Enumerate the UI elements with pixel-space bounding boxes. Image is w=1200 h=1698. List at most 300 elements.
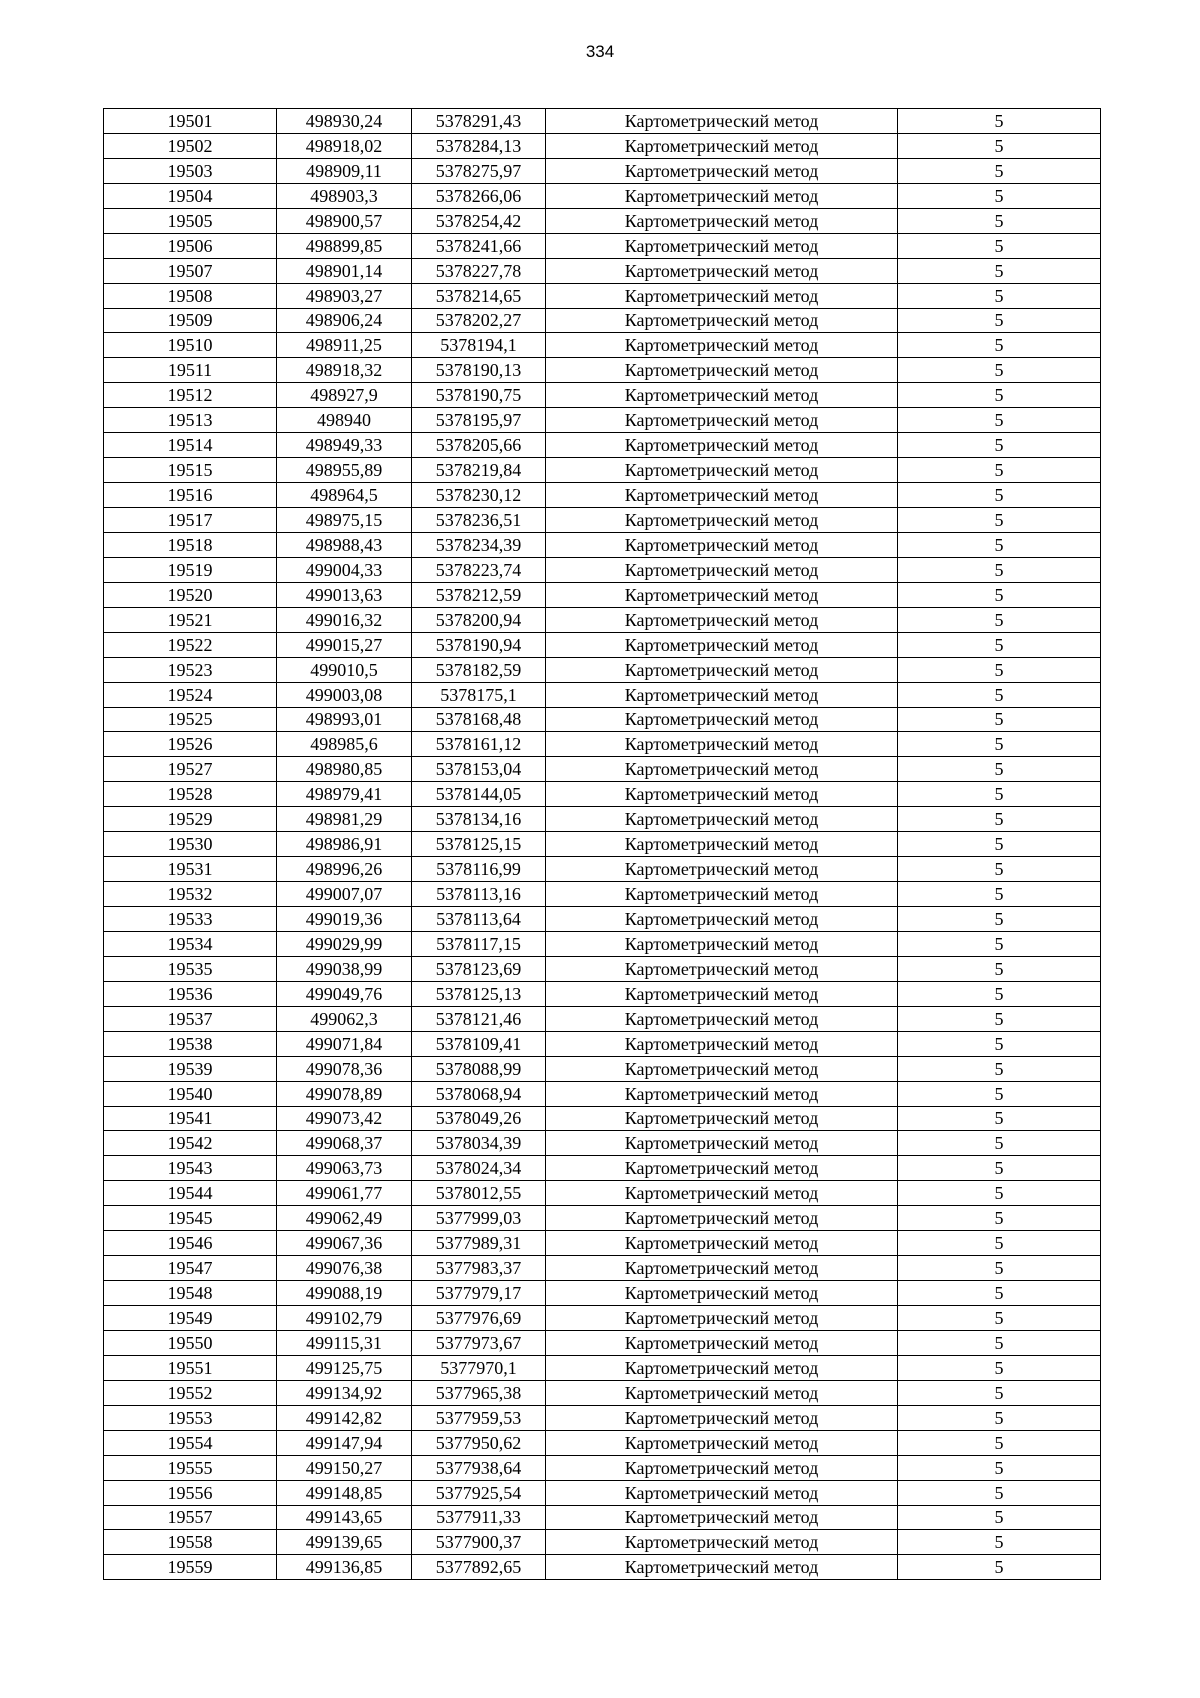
accuracy-cell: 5 [898, 1480, 1101, 1505]
y-coordinate-cell: 5378284,13 [412, 133, 546, 158]
x-coordinate-cell: 498996,26 [277, 857, 412, 882]
y-coordinate-cell: 5378212,59 [412, 582, 546, 607]
x-coordinate-cell: 499029,99 [277, 931, 412, 956]
y-coordinate-cell: 5378227,78 [412, 258, 546, 283]
point-number-cell: 19536 [104, 981, 277, 1006]
method-cell: Картометрический метод [546, 283, 898, 308]
table-row [104, 1031, 1101, 1056]
method-cell: Картометрический метод [546, 832, 898, 857]
method-cell: Картометрический метод [546, 981, 898, 1006]
point-number-cell: 19513 [104, 408, 277, 433]
table-row [104, 483, 1101, 508]
x-coordinate-cell: 499134,92 [277, 1380, 412, 1405]
y-coordinate-cell: 5377959,53 [412, 1405, 546, 1430]
x-coordinate-cell: 498899,85 [277, 233, 412, 258]
x-coordinate-cell: 499013,63 [277, 582, 412, 607]
table-row [104, 981, 1101, 1006]
x-coordinate-cell: 498993,01 [277, 707, 412, 732]
point-number-cell: 19540 [104, 1081, 277, 1106]
y-coordinate-cell: 5378266,06 [412, 183, 546, 208]
y-coordinate-cell: 5378195,97 [412, 408, 546, 433]
method-cell: Картометрический метод [546, 1056, 898, 1081]
point-number-cell: 19528 [104, 782, 277, 807]
coordinates-table [103, 108, 1101, 1580]
y-coordinate-cell: 5377911,33 [412, 1505, 546, 1530]
method-cell: Картометрический метод [546, 732, 898, 757]
table-row [104, 832, 1101, 857]
accuracy-cell: 5 [898, 208, 1101, 233]
table-row [104, 682, 1101, 707]
accuracy-cell: 5 [898, 358, 1101, 383]
method-cell: Картометрический метод [546, 582, 898, 607]
table-row [104, 1380, 1101, 1405]
accuracy-cell: 5 [898, 1530, 1101, 1555]
point-number-cell: 19522 [104, 632, 277, 657]
x-coordinate-cell: 499147,94 [277, 1430, 412, 1455]
y-coordinate-cell: 5378182,59 [412, 657, 546, 682]
point-number-cell: 19520 [104, 582, 277, 607]
x-coordinate-cell: 498918,02 [277, 133, 412, 158]
table-row [104, 857, 1101, 882]
accuracy-cell: 5 [898, 1156, 1101, 1181]
x-coordinate-cell: 499049,76 [277, 981, 412, 1006]
point-number-cell: 19546 [104, 1231, 277, 1256]
y-coordinate-cell: 5377970,1 [412, 1355, 546, 1380]
y-coordinate-cell: 5378234,39 [412, 532, 546, 557]
point-number-cell: 19515 [104, 458, 277, 483]
point-number-cell: 19510 [104, 333, 277, 358]
x-coordinate-cell: 498980,85 [277, 757, 412, 782]
accuracy-cell: 5 [898, 1231, 1101, 1256]
point-number-cell: 19502 [104, 133, 277, 158]
method-cell: Картометрический метод [546, 1106, 898, 1131]
point-number-cell: 19514 [104, 433, 277, 458]
accuracy-cell: 5 [898, 109, 1101, 134]
x-coordinate-cell: 498903,27 [277, 283, 412, 308]
method-cell: Картометрический метод [546, 857, 898, 882]
x-coordinate-cell: 498901,14 [277, 258, 412, 283]
method-cell: Картометрический метод [546, 757, 898, 782]
method-cell: Картометрический метод [546, 1206, 898, 1231]
x-coordinate-cell: 499102,79 [277, 1306, 412, 1331]
x-coordinate-cell: 498975,15 [277, 508, 412, 533]
y-coordinate-cell: 5378275,97 [412, 158, 546, 183]
table-row [104, 1156, 1101, 1181]
x-coordinate-cell: 499068,37 [277, 1131, 412, 1156]
accuracy-cell: 5 [898, 1181, 1101, 1206]
table-row [104, 907, 1101, 932]
point-number-cell: 19541 [104, 1106, 277, 1131]
y-coordinate-cell: 5378113,16 [412, 882, 546, 907]
point-number-cell: 19532 [104, 882, 277, 907]
point-number-cell: 19550 [104, 1330, 277, 1355]
y-coordinate-cell: 5378161,12 [412, 732, 546, 757]
y-coordinate-cell: 5378153,04 [412, 757, 546, 782]
accuracy-cell: 5 [898, 956, 1101, 981]
x-coordinate-cell: 498900,57 [277, 208, 412, 233]
table-row [104, 1480, 1101, 1505]
accuracy-cell: 5 [898, 1006, 1101, 1031]
table-row [104, 233, 1101, 258]
y-coordinate-cell: 5378125,15 [412, 832, 546, 857]
x-coordinate-cell: 499139,65 [277, 1530, 412, 1555]
point-number-cell: 19552 [104, 1380, 277, 1405]
x-coordinate-cell: 498955,89 [277, 458, 412, 483]
accuracy-cell: 5 [898, 383, 1101, 408]
method-cell: Картометрический метод [546, 109, 898, 134]
method-cell: Картометрический метод [546, 1006, 898, 1031]
accuracy-cell: 5 [898, 657, 1101, 682]
point-number-cell: 19542 [104, 1131, 277, 1156]
method-cell: Картометрический метод [546, 956, 898, 981]
accuracy-cell: 5 [898, 1206, 1101, 1231]
accuracy-cell: 5 [898, 1330, 1101, 1355]
table-row [104, 732, 1101, 757]
x-coordinate-cell: 499136,85 [277, 1555, 412, 1580]
accuracy-cell: 5 [898, 607, 1101, 632]
point-number-cell: 19521 [104, 607, 277, 632]
x-coordinate-cell: 498949,33 [277, 433, 412, 458]
y-coordinate-cell: 5378214,65 [412, 283, 546, 308]
y-coordinate-cell: 5378113,64 [412, 907, 546, 932]
y-coordinate-cell: 5377965,38 [412, 1380, 546, 1405]
table-row [104, 158, 1101, 183]
method-cell: Картометрический метод [546, 1505, 898, 1530]
point-number-cell: 19549 [104, 1306, 277, 1331]
point-number-cell: 19534 [104, 931, 277, 956]
method-cell: Картометрический метод [546, 233, 898, 258]
x-coordinate-cell: 499062,3 [277, 1006, 412, 1031]
table-row [104, 383, 1101, 408]
x-coordinate-cell: 498918,32 [277, 358, 412, 383]
table-row [104, 1355, 1101, 1380]
table-row [104, 657, 1101, 682]
y-coordinate-cell: 5378123,69 [412, 956, 546, 981]
x-coordinate-cell: 498985,6 [277, 732, 412, 757]
accuracy-cell: 5 [898, 1555, 1101, 1580]
accuracy-cell: 5 [898, 682, 1101, 707]
x-coordinate-cell: 499142,82 [277, 1405, 412, 1430]
y-coordinate-cell: 5378291,43 [412, 109, 546, 134]
y-coordinate-cell: 5378190,13 [412, 358, 546, 383]
accuracy-cell: 5 [898, 732, 1101, 757]
y-coordinate-cell: 5378024,34 [412, 1156, 546, 1181]
point-number-cell: 19511 [104, 358, 277, 383]
table-row [104, 956, 1101, 981]
table-row [104, 757, 1101, 782]
y-coordinate-cell: 5378117,15 [412, 931, 546, 956]
x-coordinate-cell: 499007,07 [277, 882, 412, 907]
x-coordinate-cell: 498981,29 [277, 807, 412, 832]
method-cell: Картометрический метод [546, 433, 898, 458]
accuracy-cell: 5 [898, 258, 1101, 283]
method-cell: Картометрический метод [546, 308, 898, 333]
point-number-cell: 19524 [104, 682, 277, 707]
y-coordinate-cell: 5378168,48 [412, 707, 546, 732]
table-row [104, 1081, 1101, 1106]
x-coordinate-cell: 498911,25 [277, 333, 412, 358]
point-number-cell: 19558 [104, 1530, 277, 1555]
accuracy-cell: 5 [898, 1380, 1101, 1405]
y-coordinate-cell: 5378175,1 [412, 682, 546, 707]
point-number-cell: 19512 [104, 383, 277, 408]
x-coordinate-cell: 499067,36 [277, 1231, 412, 1256]
accuracy-cell: 5 [898, 183, 1101, 208]
table-row [104, 1555, 1101, 1580]
method-cell: Картометрический метод [546, 931, 898, 956]
y-coordinate-cell: 5378109,41 [412, 1031, 546, 1056]
table-row [104, 557, 1101, 582]
y-coordinate-cell: 5377938,64 [412, 1455, 546, 1480]
accuracy-cell: 5 [898, 782, 1101, 807]
x-coordinate-cell: 498979,41 [277, 782, 412, 807]
x-coordinate-cell: 499143,65 [277, 1505, 412, 1530]
accuracy-cell: 5 [898, 1056, 1101, 1081]
table-row [104, 1455, 1101, 1480]
point-number-cell: 19527 [104, 757, 277, 782]
x-coordinate-cell: 498909,11 [277, 158, 412, 183]
method-cell: Картометрический метод [546, 607, 898, 632]
table-row [104, 707, 1101, 732]
y-coordinate-cell: 5378219,84 [412, 458, 546, 483]
page-number: 334 [585, 42, 615, 61]
table-row [104, 1106, 1101, 1131]
y-coordinate-cell: 5378121,46 [412, 1006, 546, 1031]
accuracy-cell: 5 [898, 1281, 1101, 1306]
x-coordinate-cell: 498964,5 [277, 483, 412, 508]
table-row [104, 283, 1101, 308]
y-coordinate-cell: 5377999,03 [412, 1206, 546, 1231]
method-cell: Картометрический метод [546, 1405, 898, 1430]
point-number-cell: 19509 [104, 308, 277, 333]
y-coordinate-cell: 5378125,13 [412, 981, 546, 1006]
point-number-cell: 19547 [104, 1256, 277, 1281]
accuracy-cell: 5 [898, 1256, 1101, 1281]
table-row [104, 1256, 1101, 1281]
table-row [104, 1281, 1101, 1306]
x-coordinate-cell: 499038,99 [277, 956, 412, 981]
table-row [104, 532, 1101, 557]
method-cell: Картометрический метод [546, 1455, 898, 1480]
point-number-cell: 19519 [104, 557, 277, 582]
method-cell: Картометрический метод [546, 1306, 898, 1331]
method-cell: Картометрический метод [546, 682, 898, 707]
method-cell: Картометрический метод [546, 782, 898, 807]
accuracy-cell: 5 [898, 283, 1101, 308]
accuracy-cell: 5 [898, 1405, 1101, 1430]
accuracy-cell: 5 [898, 882, 1101, 907]
point-number-cell: 19517 [104, 508, 277, 533]
point-number-cell: 19530 [104, 832, 277, 857]
point-number-cell: 19529 [104, 807, 277, 832]
y-coordinate-cell: 5378254,42 [412, 208, 546, 233]
y-coordinate-cell: 5378049,26 [412, 1106, 546, 1131]
x-coordinate-cell: 499010,5 [277, 657, 412, 682]
x-coordinate-cell: 499150,27 [277, 1455, 412, 1480]
accuracy-cell: 5 [898, 807, 1101, 832]
method-cell: Картометрический метод [546, 1131, 898, 1156]
accuracy-cell: 5 [898, 832, 1101, 857]
point-number-cell: 19539 [104, 1056, 277, 1081]
point-number-cell: 19506 [104, 233, 277, 258]
method-cell: Картометрический метод [546, 707, 898, 732]
table-row [104, 1330, 1101, 1355]
table-row [104, 133, 1101, 158]
method-cell: Картометрический метод [546, 1480, 898, 1505]
point-number-cell: 19523 [104, 657, 277, 682]
y-coordinate-cell: 5378190,94 [412, 632, 546, 657]
point-number-cell: 19556 [104, 1480, 277, 1505]
x-coordinate-cell: 499019,36 [277, 907, 412, 932]
accuracy-cell: 5 [898, 308, 1101, 333]
table-row [104, 1131, 1101, 1156]
x-coordinate-cell: 499073,42 [277, 1106, 412, 1131]
accuracy-cell: 5 [898, 433, 1101, 458]
x-coordinate-cell: 498906,24 [277, 308, 412, 333]
x-coordinate-cell: 499088,19 [277, 1281, 412, 1306]
accuracy-cell: 5 [898, 133, 1101, 158]
x-coordinate-cell: 499115,31 [277, 1330, 412, 1355]
y-coordinate-cell: 5378241,66 [412, 233, 546, 258]
accuracy-cell: 5 [898, 1131, 1101, 1156]
method-cell: Картометрический метод [546, 1156, 898, 1181]
y-coordinate-cell: 5378190,75 [412, 383, 546, 408]
accuracy-cell: 5 [898, 1355, 1101, 1380]
point-number-cell: 19533 [104, 907, 277, 932]
table-row [104, 1206, 1101, 1231]
y-coordinate-cell: 5377989,31 [412, 1231, 546, 1256]
accuracy-cell: 5 [898, 458, 1101, 483]
point-number-cell: 19559 [104, 1555, 277, 1580]
table-row [104, 458, 1101, 483]
point-number-cell: 19508 [104, 283, 277, 308]
accuracy-cell: 5 [898, 483, 1101, 508]
method-cell: Картометрический метод [546, 1330, 898, 1355]
y-coordinate-cell: 5378068,94 [412, 1081, 546, 1106]
y-coordinate-cell: 5377900,37 [412, 1530, 546, 1555]
accuracy-cell: 5 [898, 1455, 1101, 1480]
y-coordinate-cell: 5378144,05 [412, 782, 546, 807]
accuracy-cell: 5 [898, 333, 1101, 358]
y-coordinate-cell: 5377976,69 [412, 1306, 546, 1331]
method-cell: Картометрический метод [546, 258, 898, 283]
method-cell: Картометрический метод [546, 632, 898, 657]
accuracy-cell: 5 [898, 532, 1101, 557]
y-coordinate-cell: 5377979,17 [412, 1281, 546, 1306]
point-number-cell: 19525 [104, 707, 277, 732]
y-coordinate-cell: 5378236,51 [412, 508, 546, 533]
y-coordinate-cell: 5378202,27 [412, 308, 546, 333]
point-number-cell: 19544 [104, 1181, 277, 1206]
method-cell: Картометрический метод [546, 1355, 898, 1380]
table-row [104, 582, 1101, 607]
table-row [104, 333, 1101, 358]
point-number-cell: 19538 [104, 1031, 277, 1056]
point-number-cell: 19543 [104, 1156, 277, 1181]
y-coordinate-cell: 5377973,67 [412, 1330, 546, 1355]
table-row [104, 1056, 1101, 1081]
accuracy-cell: 5 [898, 707, 1101, 732]
point-number-cell: 19531 [104, 857, 277, 882]
table-row [104, 508, 1101, 533]
y-coordinate-cell: 5378194,1 [412, 333, 546, 358]
point-number-cell: 19551 [104, 1355, 277, 1380]
method-cell: Картометрический метод [546, 383, 898, 408]
y-coordinate-cell: 5378205,66 [412, 433, 546, 458]
y-coordinate-cell: 5377983,37 [412, 1256, 546, 1281]
x-coordinate-cell: 498986,91 [277, 832, 412, 857]
method-cell: Картометрический метод [546, 183, 898, 208]
x-coordinate-cell: 499003,08 [277, 682, 412, 707]
y-coordinate-cell: 5378223,74 [412, 557, 546, 582]
method-cell: Картометрический метод [546, 1281, 898, 1306]
accuracy-cell: 5 [898, 582, 1101, 607]
method-cell: Картометрический метод [546, 333, 898, 358]
y-coordinate-cell: 5377892,65 [412, 1555, 546, 1580]
x-coordinate-cell: 498940 [277, 408, 412, 433]
point-number-cell: 19554 [104, 1430, 277, 1455]
table-row [104, 1505, 1101, 1530]
table-row [104, 358, 1101, 383]
y-coordinate-cell: 5378200,94 [412, 607, 546, 632]
y-coordinate-cell: 5378012,55 [412, 1181, 546, 1206]
accuracy-cell: 5 [898, 857, 1101, 882]
method-cell: Картометрический метод [546, 408, 898, 433]
accuracy-cell: 5 [898, 981, 1101, 1006]
table-row [104, 1530, 1101, 1555]
method-cell: Картометрический метод [546, 1430, 898, 1455]
method-cell: Картометрический метод [546, 133, 898, 158]
accuracy-cell: 5 [898, 757, 1101, 782]
accuracy-cell: 5 [898, 408, 1101, 433]
method-cell: Картометрический метод [546, 358, 898, 383]
table-row [104, 408, 1101, 433]
method-cell: Картометрический метод [546, 882, 898, 907]
accuracy-cell: 5 [898, 508, 1101, 533]
y-coordinate-cell: 5378034,39 [412, 1131, 546, 1156]
method-cell: Картометрический метод [546, 657, 898, 682]
point-number-cell: 19557 [104, 1505, 277, 1530]
method-cell: Картометрический метод [546, 907, 898, 932]
accuracy-cell: 5 [898, 931, 1101, 956]
point-number-cell: 19516 [104, 483, 277, 508]
method-cell: Картометрический метод [546, 458, 898, 483]
method-cell: Картометрический метод [546, 532, 898, 557]
table-row [104, 258, 1101, 283]
method-cell: Картометрический метод [546, 557, 898, 582]
point-number-cell: 19548 [104, 1281, 277, 1306]
point-number-cell: 19545 [104, 1206, 277, 1231]
method-cell: Картометрический метод [546, 1231, 898, 1256]
point-number-cell: 19537 [104, 1006, 277, 1031]
point-number-cell: 19555 [104, 1455, 277, 1480]
point-number-cell: 19504 [104, 183, 277, 208]
accuracy-cell: 5 [898, 1505, 1101, 1530]
x-coordinate-cell: 499061,77 [277, 1181, 412, 1206]
x-coordinate-cell: 499076,38 [277, 1256, 412, 1281]
accuracy-cell: 5 [898, 1031, 1101, 1056]
accuracy-cell: 5 [898, 1306, 1101, 1331]
accuracy-cell: 5 [898, 632, 1101, 657]
point-number-cell: 19503 [104, 158, 277, 183]
table-row [104, 1430, 1101, 1455]
accuracy-cell: 5 [898, 233, 1101, 258]
method-cell: Картометрический метод [546, 208, 898, 233]
table-row [104, 782, 1101, 807]
table-row [104, 1006, 1101, 1031]
point-number-cell: 19501 [104, 109, 277, 134]
method-cell: Картометрический метод [546, 508, 898, 533]
